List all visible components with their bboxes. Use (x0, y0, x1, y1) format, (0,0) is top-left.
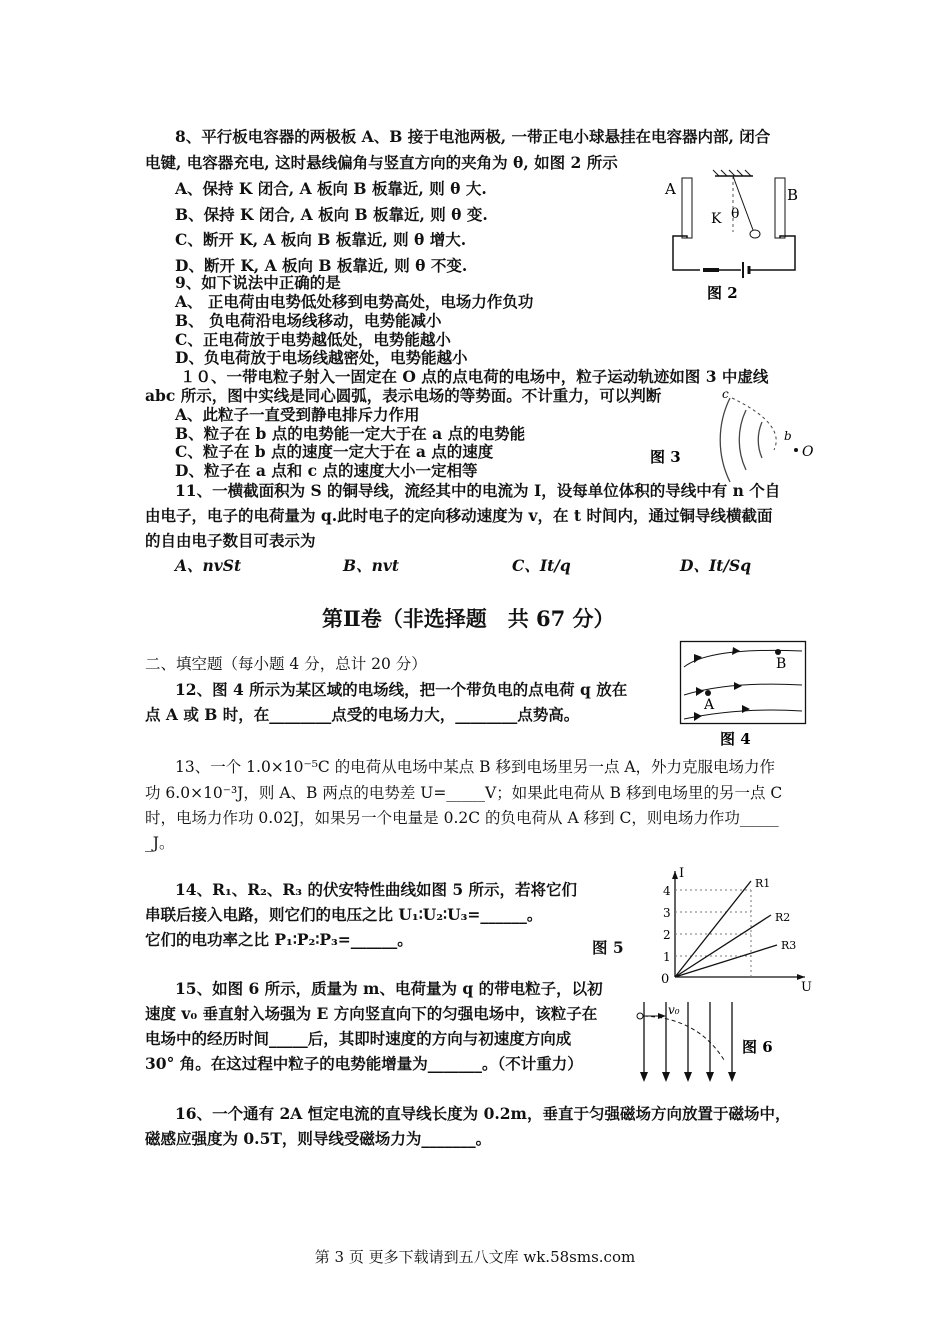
figure-5-tick-4: 4 (663, 884, 671, 898)
q10-stem-line2: abc 所示，图中实线是同心圆弧，表示电场的等势面。不计重力，可以判断 (145, 386, 662, 405)
q12-line1: 12、图 4 所示为某区域的电场线，把一个带负电的点电荷 q 放在 (175, 680, 628, 699)
q9-option-a: A、 正电荷由电势低处移到电势高处，电场力作负功 (175, 292, 534, 311)
figure-5-caption: 图 5 (592, 938, 624, 957)
q13-line3: 时，电场力作功 0.02J，如果另一个电量是 0.2C 的负电荷从 A 移到 C，则电场力作功_____ (145, 809, 779, 827)
q15-line4: 30° 角。在这过程中粒子的电势能增量为_______。（不计重力） (145, 1054, 583, 1073)
q9-option-b: B、 负电荷沿电场线移动，电势能减小 (175, 311, 442, 330)
figure-3-label-c: c (722, 387, 729, 401)
figure-5-tick-2: 2 (663, 928, 671, 942)
q14-line3: 它们的电功率之比 P₁∶P₂∶P₃=______。 (145, 930, 413, 949)
figure-2-label-theta: θ (731, 206, 740, 222)
figure-2-capacitor (655, 170, 820, 310)
q10-option-b: B、粒子在 b 点的电势能一定大于在 a 点的电势能 (175, 424, 526, 443)
figure-5-axis-i: I (679, 866, 685, 881)
q11-option-a: A、nvSt (175, 556, 242, 575)
q13-line1: 13、一个 1.0×10⁻⁵C 的电荷从电场中某点 B 移到电场里另一点 A，外力克服电场力作 (175, 758, 776, 776)
q14-line2: 串联后接入电路，则它们的电压之比 U₁∶U₂∶U₃=______。 (145, 905, 543, 924)
part2-heading: 二、填空题（每小题 4 分，总计 20 分） (145, 655, 427, 673)
q13-line2: 功 6.0×10⁻³J，则 A、B 两点的电势差 U=_____V；如果此电荷从 B 移到电场里的另一点 C (145, 784, 783, 802)
q10-stem-line1: １０、一带电粒子射入一固定在 O 点的点电荷的电场中，粒子运动轨迹如图 3 中虚线 (180, 367, 769, 386)
figure-2-label-b: B (787, 186, 799, 204)
q8-option-a: A、保持 K 闭合, A 板向 B 板靠近, 则 θ 大. (175, 179, 487, 198)
q8-stem-line1: 8、平行板电容器的两极板 A、B 接于电池两极, 一带正电小球悬挂在电容器内部, 闭合 (175, 127, 771, 146)
q10-option-c: C、粒子在 b 点的速度一定大于在 a 点的速度 (175, 442, 494, 461)
figure-6-label-v0: v₀ (668, 1003, 680, 1017)
figure-3-label-o: O (802, 444, 814, 460)
figure-3-caption: 图 3 (650, 448, 681, 466)
q8-stem-line2: 电键, 电容器充电, 这时悬线偏角与竖直方向的夹角为 θ, 如图 2 所示 (145, 153, 618, 172)
q11-stem-line3: 的自由电子数目可表示为 (145, 531, 316, 550)
figure-3-equipotential (650, 388, 825, 488)
q8-option-c: C、断开 K, A 板向 B 板靠近, 则 θ 增大. (175, 230, 467, 249)
figure-4-field-lines (680, 641, 810, 749)
figure-5-series-r3: R3 (781, 939, 797, 952)
q14-line1: 14、R₁、R₂、R₃ 的伏安特性曲线如图 5 所示，若将它们 (175, 880, 578, 899)
figure-6-caption: 图 6 (742, 1038, 773, 1056)
figure-4-caption: 图 4 (720, 730, 751, 748)
q11-option-d: D、It/Sq (680, 556, 752, 575)
q10-option-a: A、此粒子一直受到静电排斥力作用 (175, 405, 420, 424)
q11-stem-line2: 由电子，电子的电荷量为 q.此时电子的定向移动速度为 v，在 t 时间内，通过铜导线横截面 (145, 506, 773, 525)
page-footer: 第 3 页 更多下载请到五八文库 wk.58sms.com (314, 1248, 636, 1266)
q8-option-d: D、断开 K, A 板向 B 板靠近, 则 θ 不变. (175, 256, 468, 275)
section-title: 第Ⅱ卷（非选择题 共 67 分） (322, 606, 615, 631)
q13-line4: _J。 (145, 834, 175, 852)
figure-5-axis-u: U (801, 980, 812, 995)
figure-5-series-r2: R2 (775, 911, 791, 924)
q9-option-d: D、负电荷放于电场线越密处，电势能越小 (175, 348, 468, 367)
q12-line2: 点 A 或 B 时，在________点受的电场力大，________点势高。 (145, 705, 580, 724)
figure-5-series-r1: R1 (755, 877, 771, 890)
q16-line2: 磁感应强度为 0.5T，则导线受磁场力为_______。 (145, 1129, 492, 1148)
q15-line3: 电场中的经历时间_____后，其即时速度的方向与初速度方向成 (145, 1029, 572, 1048)
figure-2-caption: 图 2 (707, 284, 738, 302)
figure-5-tick-1: 1 (663, 950, 671, 964)
q10-option-d: D、粒子在 a 点和 c 点的速度大小一定相等 (175, 461, 478, 480)
figure-4-label-a: A (704, 697, 715, 713)
figure-5-origin: 0 (661, 972, 670, 987)
q11-option-b: B、nvt (343, 556, 400, 575)
q9-option-c: C、正电荷放于电势越低处，电势能越小 (175, 330, 451, 349)
q9-stem: 9、如下说法中正确的是 (175, 273, 341, 292)
figure-4-label-b: B (776, 656, 787, 672)
q11-option-c: C、It/q (512, 556, 571, 575)
figure-6-uniform-field (628, 1000, 778, 1085)
figure-2-label-k: K (711, 211, 722, 227)
figure-5-tick-3: 3 (663, 906, 671, 920)
figure-5-iv-chart (645, 865, 820, 995)
figure-2-label-a: A (665, 180, 676, 198)
figure-3-label-b: b (784, 429, 792, 443)
q16-line1: 16、一个通有 2A 恒定电流的直导线长度为 0.2m，垂直于匀强磁场方向放置于磁场中， (175, 1104, 791, 1123)
q15-line2: 速度 v₀ 垂直射入场强为 E 方向竖直向下的匀强电场中，该粒子在 (145, 1004, 598, 1023)
q15-line1: 15、如图 6 所示，质量为 m、电荷量为 q 的带电粒子，以初 (175, 979, 603, 998)
q8-option-b: B、保持 K 闭合, A 板向 B 板靠近, 则 θ 变. (175, 205, 488, 224)
q11-stem-line1: 11、一横截面积为 S 的铜导线，流经其中的电流为 I，设每单位体积的导线中有 n 个自 (175, 481, 781, 500)
